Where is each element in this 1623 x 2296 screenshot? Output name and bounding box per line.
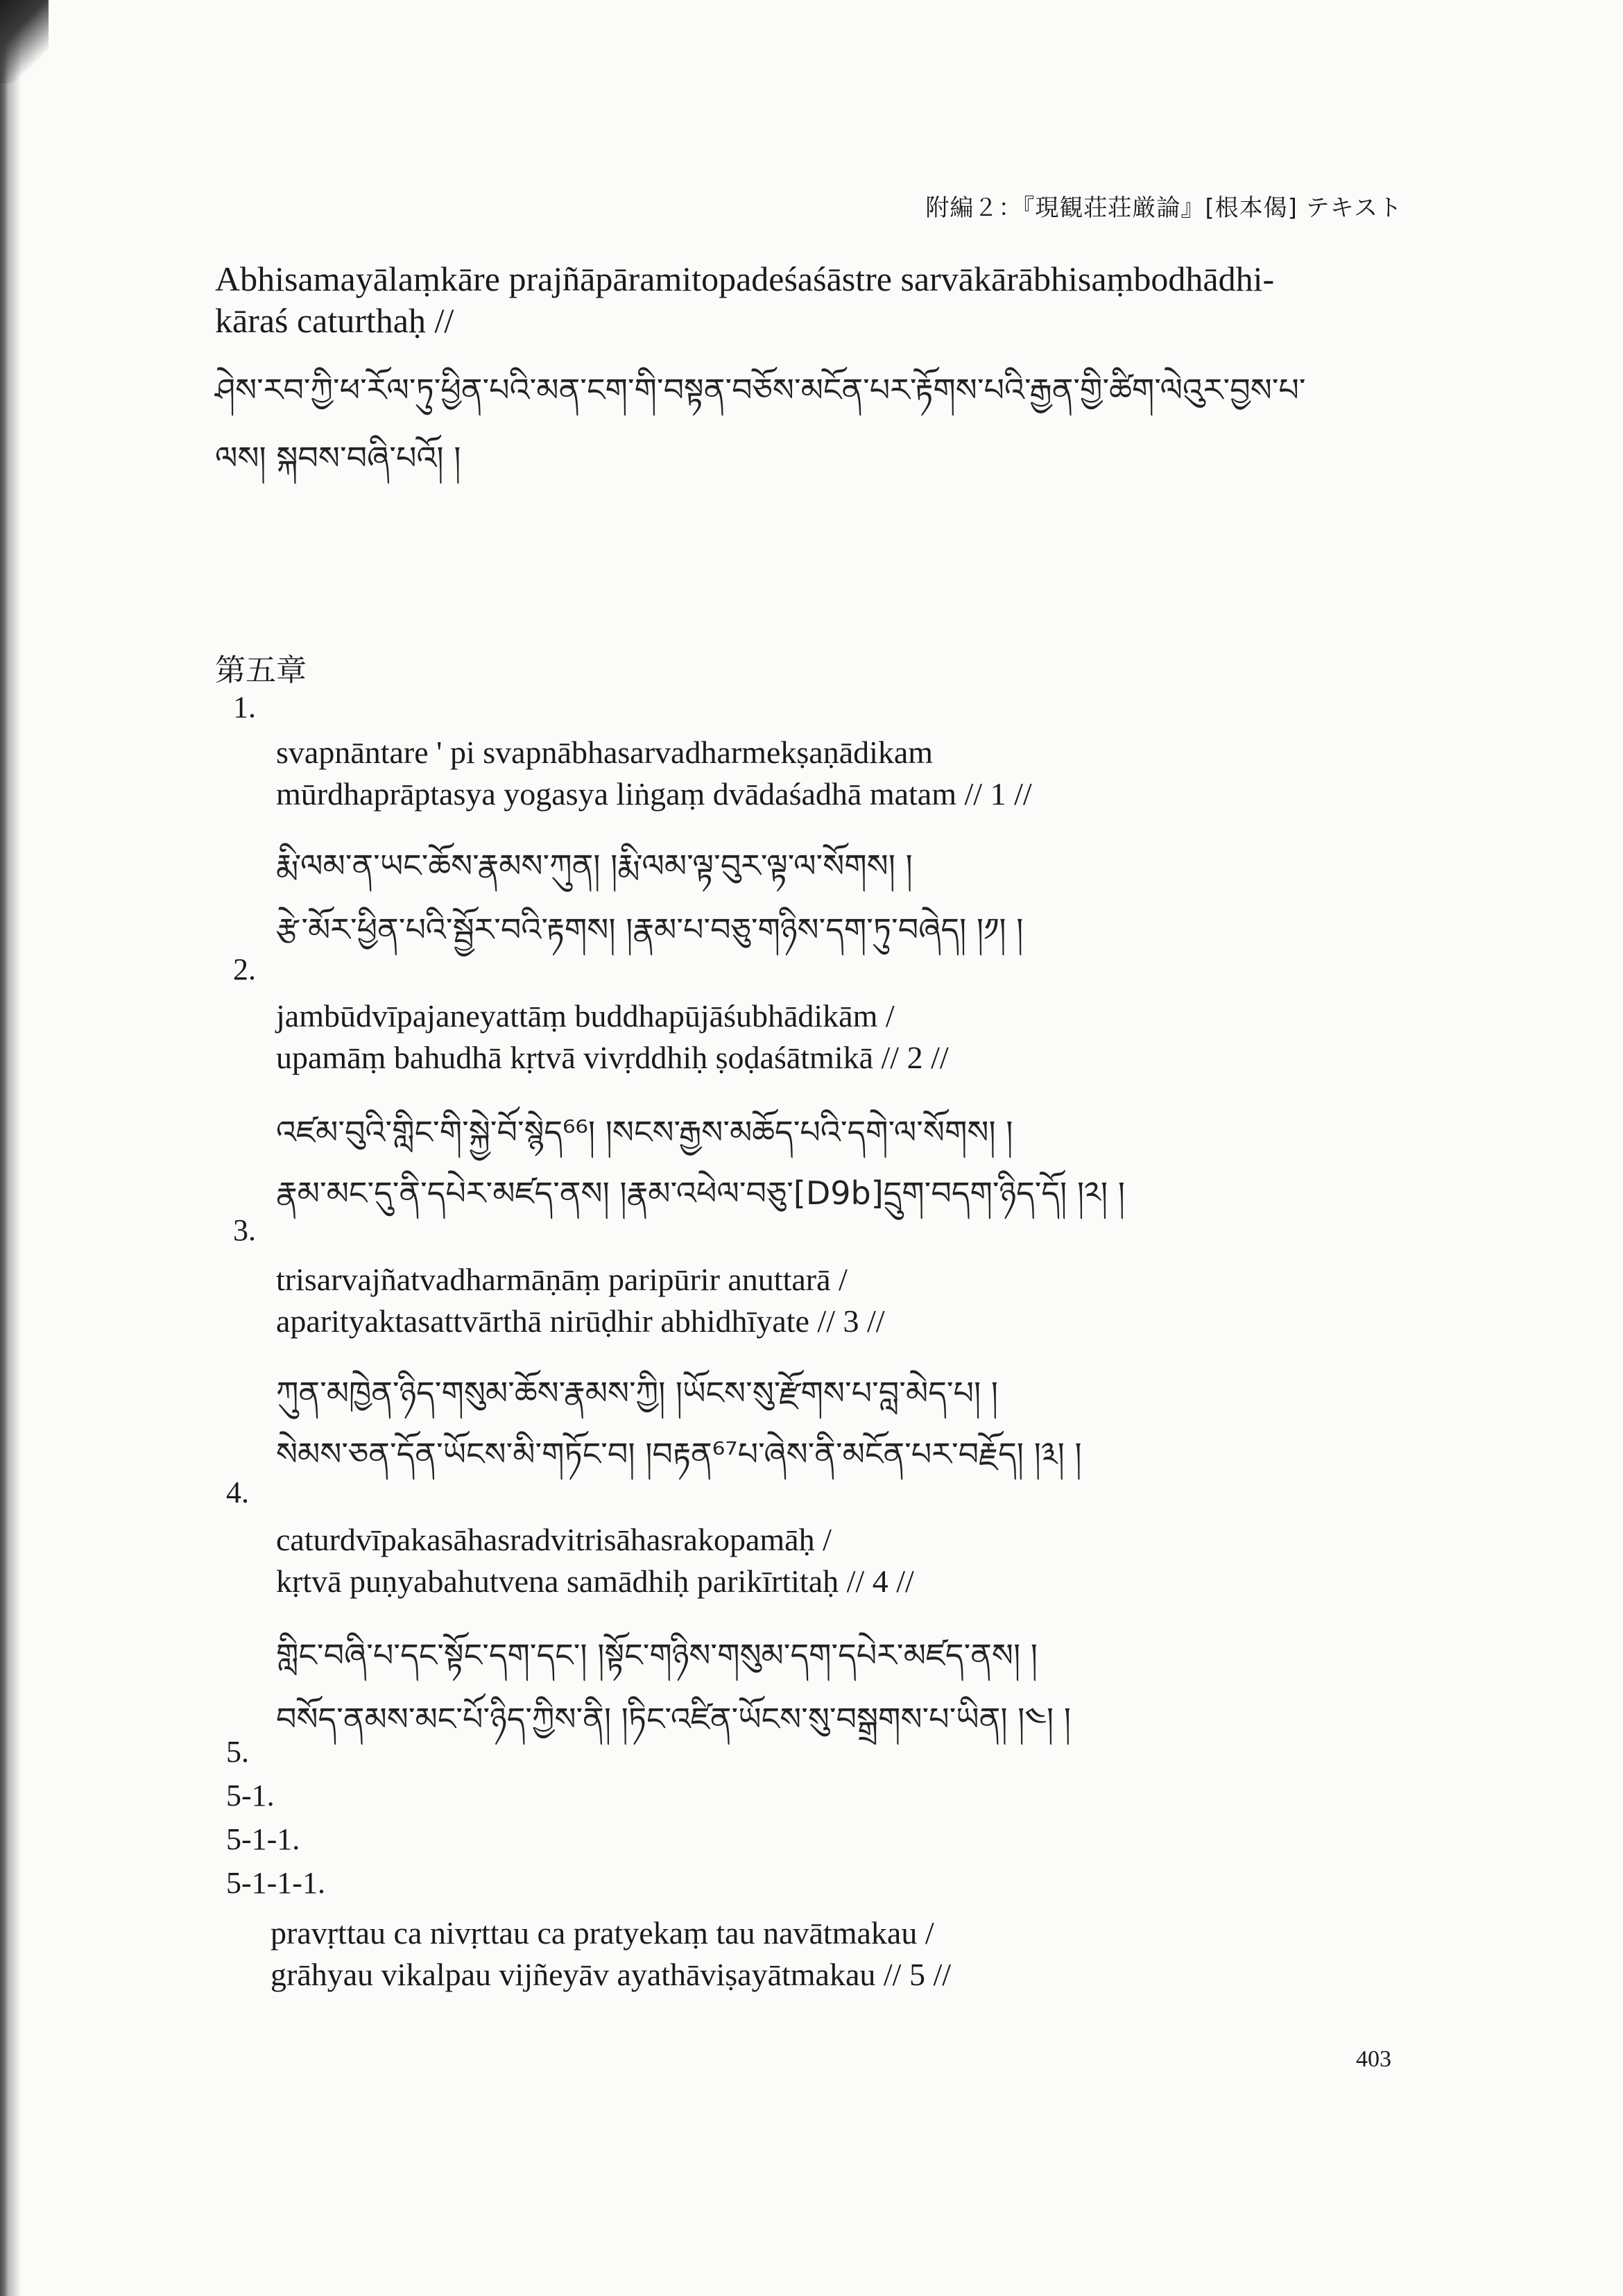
scan-corner-shadow xyxy=(0,0,49,83)
verse-tibetan-line: རྣམ་མང་དུ་ནི་དཔེར་མཛད་ནས། །རྣམ་འཕེལ་བཅུ་[D9b]དྲུག་བདག་ཉིད་དོ། །༢། ། xyxy=(276,1174,1125,1212)
chapter-heading: 第五章 xyxy=(215,653,307,688)
outline-number: 5. xyxy=(226,1735,249,1769)
outline-number: 5-1-1-1. xyxy=(226,1866,325,1900)
verse-sanskrit-line: svapnāntare ' pi svapnābhasarvadharmekṣaṇādikam xyxy=(276,735,934,770)
colophon-sanskrit xyxy=(215,258,1436,341)
verse-sanskrit-line: pravṛttau ca nivṛttau ca pratyekaṃ tau navātmakau / xyxy=(270,1915,934,1951)
colophon-tibetan-line: ཤེས་རབ་ཀྱི་ཕ་རོལ་ཏུ་ཕྱིན་པའི་མན་ངག་གི་བསྟན་བཅོས་མངོན་པར་རྟོགས་པའི་རྒྱན་གྱི་ཚིག་ལེའུར་བྱས་པ་ xyxy=(215,371,1306,409)
scan-binding-shadow xyxy=(0,0,21,2296)
verse-tibetan-line: རྩེ་མོར་ཕྱིན་པའི་སྦྱོར་བའི་རྟགས། །རྣམ་པ་བཅུ་གཉིས་དག་ཏུ་བཞེད། །༡། ། xyxy=(276,911,1024,948)
verse-number: 3. xyxy=(233,1213,256,1247)
outline-number: 5-1. xyxy=(226,1779,275,1813)
running-header: 附編２：『現観荘荘厳論』[根本偈] テキスト xyxy=(925,194,1402,222)
verse-tibetan-line: ཀུན་མཁྱེན་ཉིད་གསུམ་ཆོས་རྣམས་ཀྱི། །ཡོངས་སུ་རྫོགས་པ་བླ་མེད་པ། ། xyxy=(276,1374,999,1412)
verse-sanskrit-line: aparityaktasattvārthā nirūḍhir abhidhīyate // 3 // xyxy=(276,1303,885,1339)
verse-number: 1. xyxy=(233,690,256,724)
verse-tibetan-line: འཛམ་བུའི་གླིང་གི་སྐྱེ་བོ་སྙེད⁶⁶། །སངས་རྒྱས་མཆོད་པའི་དགེ་ལ་སོགས། ། xyxy=(276,1113,1013,1151)
verse-sanskrit-line: upamāṃ bahudhā kṛtvā vivṛddhiḥ ṣoḍaśātmikā // 2 // xyxy=(276,1040,949,1075)
verse-number: 2. xyxy=(233,952,256,986)
verse-sanskrit-line: trisarvajñatvadharmāṇāṃ paripūrir anuttarā / xyxy=(276,1262,848,1297)
verse-sanskrit-line: kṛtvā puṇyabahutvena samādhiḥ parikīrtitaḥ // 4 // xyxy=(276,1563,914,1599)
verse-tibetan-line: སེམས་ཅན་དོན་ཡོངས་མི་གཏོང་བ། །བརྟན⁶⁷པ་ཞེས་ནི་མངོན་པར་བརྗོད། །༣། ། xyxy=(276,1435,1082,1473)
colophon-sanskrit-line: Abhisamayālaṃkāre prajñāpāramitopadeśaśāstre sarvākārābhisaṃbodhādhi- xyxy=(215,259,1275,298)
verse-sanskrit-line: jambūdvīpajaneyattāṃ buddhapūjāśubhādikām / xyxy=(276,998,895,1034)
verse-tibetan-line: རྨི་ལམ་ན་ཡང་ཆོས་རྣམས་ཀུན། །རྨི་ལམ་ལྟ་བུར་ལྟ་ལ་སོགས། ། xyxy=(276,847,913,884)
verse-sanskrit-line: grāhyau vikalpau vijñeyāv ayathāviṣayātmakau // 5 // xyxy=(270,1957,952,1992)
verse-tibetan-line: གླིང་བཞི་པ་དང་སྟོང་དག་དང་། །སྟོང་གཉིས་གསུམ་དག་དཔེར་མཛད་ནས། ། xyxy=(276,1636,1038,1674)
verse-sanskrit-line: mūrdhaprāptasya yogasya liṅgaṃ dvādaśadhā matam // 1 // xyxy=(276,776,1032,812)
page-number: 403 xyxy=(1356,2046,1391,2072)
outline-number: 5-1-1. xyxy=(226,1822,300,1856)
colophon-tibetan-line: ལས། སྐབས་བཞི་པའོ། ། xyxy=(215,439,461,477)
colophon-sanskrit-line: kāraś caturthaḥ // xyxy=(215,301,454,340)
verse-tibetan-line: བསོད་ནམས་མང་པོ་ཉིད་ཀྱིས་ནི། །ཏིང་འཛིན་ཡོངས་སུ་བསྒྲགས་པ་ཡིན། །༤། ། xyxy=(276,1700,1071,1738)
verse-number: 4. xyxy=(226,1475,249,1509)
verse-sanskrit-line: caturdvīpakasāhasradvitrisāhasrakopamāḥ / xyxy=(276,1522,832,1557)
